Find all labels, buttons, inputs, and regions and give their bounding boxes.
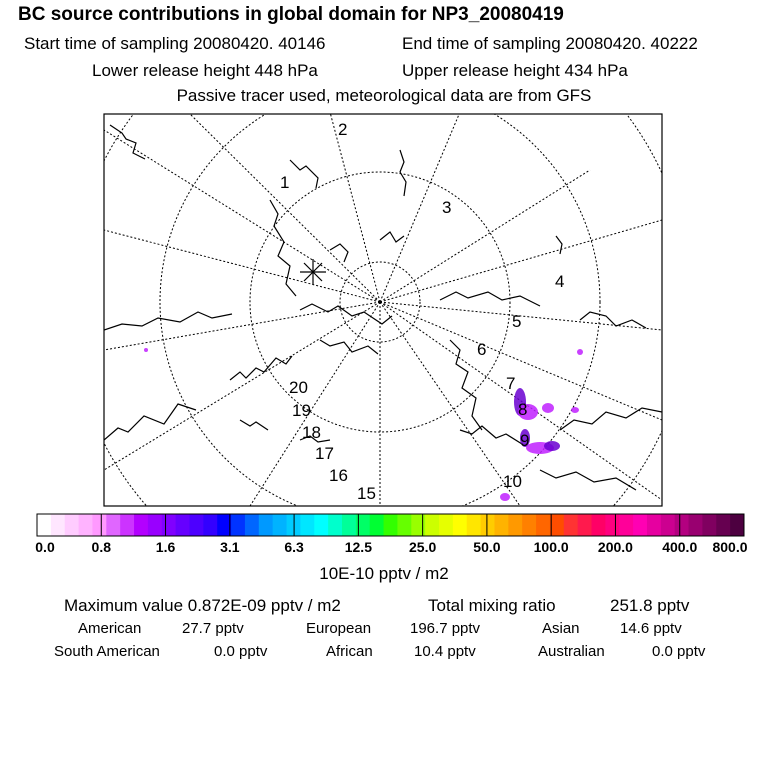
colorbar-swatch [716,514,730,536]
chart-title: BC source contributions in global domain for NP3_20080419 [18,4,564,25]
track-label-19: 19 [292,401,311,420]
colorbar-tick-label: 3.1 [220,539,240,555]
colorbar-swatch [633,514,647,536]
plume-patch [500,493,510,501]
track-label-20: 20 [289,378,308,397]
region-value-american: 27.7 pptv [182,620,244,637]
colorbar-swatch [605,514,619,536]
colorbar-swatch [148,514,162,536]
graticule-meridians [104,112,662,506]
colorbar-swatch [675,514,689,536]
track-label-1: 1 [280,173,290,192]
colorbar-tick-label: 12.5 [344,539,372,555]
colorbar-swatch [134,514,148,536]
colorbar-swatch [384,514,398,536]
track-label-10: 10 [503,472,522,491]
track-label-15: 15 [357,484,376,503]
colorbar-swatch [176,514,190,536]
max-value-label: Maximum value 0.872E-09 pptv / m2 [64,596,341,615]
region-value-european: 196.7 pptv [410,620,481,637]
colorbar-swatch [425,514,439,536]
track-label-3: 3 [442,198,452,217]
track-label-17: 17 [315,444,334,463]
colorbar-swatch [411,514,425,536]
colorbar-swatch [730,514,744,536]
end-time-label: End time of sampling 20080420. 40222 [402,34,698,53]
region-name-african: African [326,643,373,660]
colorbar-tick-label: 6.3 [284,539,304,555]
colorbar-swatch [37,514,51,536]
colorbar-swatch [120,514,134,536]
colorbar-swatch [189,514,203,536]
track-label-16: 16 [329,466,348,485]
region-value-african: 10.4 pptv [414,643,476,660]
colorbar-swatch [65,514,79,536]
release-site-marker [300,259,326,285]
colorbar-swatch [592,514,606,536]
colorbar-swatch [494,514,508,536]
colorbar-tick-label: 50.0 [473,539,501,555]
colorbar-swatch [689,514,703,536]
lower-release-height-label: Lower release height 448 hPa [92,61,318,80]
colorbar-swatch [106,514,120,536]
colorbar-swatch [259,514,273,536]
upper-release-height-label: Upper release height 434 hPa [402,61,628,80]
plume-patch [542,403,554,413]
track-label-2: 2 [338,120,348,139]
colorbar-swatch [342,514,356,536]
colorbar-swatch [481,514,495,536]
region-value-asian: 14.6 pptv [620,620,682,637]
colorbar-swatch [508,514,522,536]
region-name-asian: Asian [542,620,580,637]
colorbar-swatch [619,514,633,536]
colorbar-swatch [162,514,176,536]
colorbar-tick-label: 800.0 [712,539,748,555]
colorbar-swatch [328,514,342,536]
plume-patch [544,441,560,451]
colorbar-units: 10E-10 pptv / m2 [319,564,449,583]
track-label-8: 8 [518,400,528,419]
colorbar-tick-label: 1.6 [155,539,176,555]
track-label-5: 5 [512,312,522,331]
region-value-australian: 0.0 pptv [652,643,706,660]
colorbar-swatch [51,514,65,536]
coastlines [104,125,662,490]
colorbar-swatch [300,514,314,536]
colorbar [37,514,745,536]
track-label-18: 18 [302,423,321,442]
colorbar-swatch [661,514,675,536]
colorbar-swatch [522,514,536,536]
colorbar-swatch [245,514,259,536]
colorbar-swatch [439,514,453,536]
colorbar-swatch [231,514,245,536]
plume-patch [571,407,579,413]
colorbar-swatch [536,514,550,536]
track-label-4: 4 [555,272,565,291]
colorbar-swatch [550,514,564,536]
colorbar-swatch [273,514,287,536]
colorbar-tick-label: 400.0 [662,539,698,555]
track-label-7: 7 [506,374,516,393]
colorbar-swatch [467,514,481,536]
plume-patch [144,348,148,352]
colorbar-tick-label: 200.0 [597,539,633,555]
track-label-9: 9 [520,431,530,450]
colorbar-swatch [79,514,93,536]
map-frame [104,114,662,506]
colorbar-swatch [647,514,661,536]
plume-patch [577,349,583,355]
colorbar-swatch [314,514,328,536]
start-time-label: Start time of sampling 20080420. 40146 [24,34,326,53]
region-name-american: American [78,620,142,637]
colorbar-swatch [564,514,578,536]
colorbar-swatch [453,514,467,536]
colorbar-tick-label: 0.8 [91,539,111,555]
total-mixing-ratio-value: 251.8 pptv [610,596,690,615]
region-name-australian: Australian [538,643,605,660]
colorbar-tick-label: 100.0 [533,539,569,555]
total-mixing-ratio-label: Total mixing ratio [428,596,556,615]
region-name-south-american: South American [54,643,160,660]
colorbar-tick-label: 0.0 [35,539,55,555]
colorbar-swatch [203,514,217,536]
colorbar-swatch [578,514,592,536]
region-value-south-american: 0.0 pptv [214,643,268,660]
colorbar-swatch [370,514,384,536]
region-name-european: European [306,620,372,637]
colorbar-swatch [92,514,106,536]
colorbar-swatch [702,514,716,536]
colorbar-tick-label: 25.0 [409,539,437,555]
tracer-note: Passive tracer used, meteorological data are from GFS [176,86,592,105]
track-label-6: 6 [477,340,487,359]
colorbar-swatch [397,514,411,536]
